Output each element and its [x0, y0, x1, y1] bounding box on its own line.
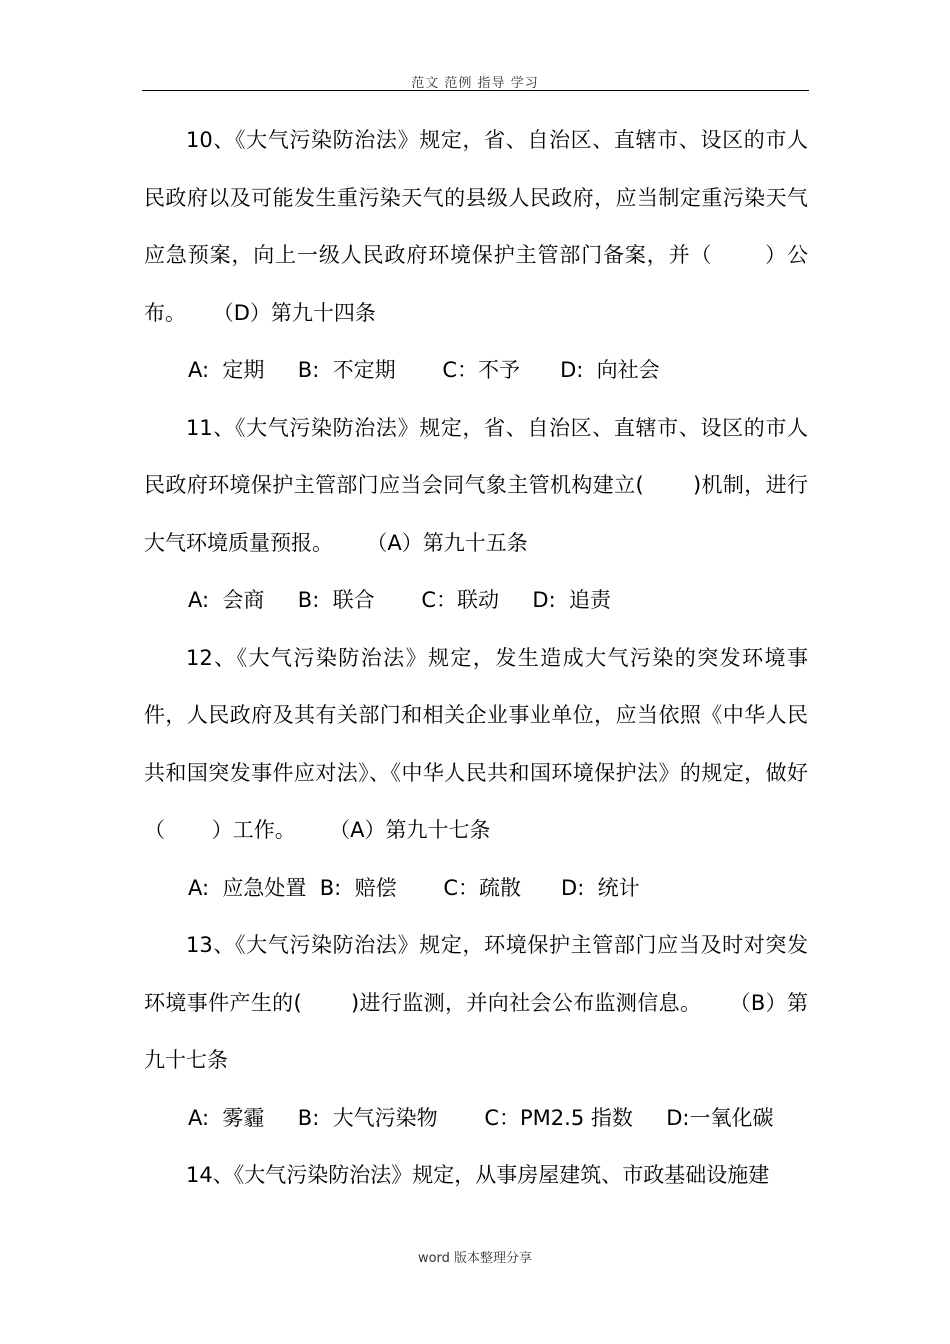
- page-header: 范文 范例 指导 学习: [411, 76, 539, 91]
- question-13-text: 13、《大气污染防治法》规定，环境保护主管部门应当及时对突发环境事件产生的( )进行监测，并向社会公布监测信息。 （B）第九十七条: [144, 933, 808, 1072]
- header-divider: [142, 90, 809, 91]
- question-11-options: A: 会商 B: 联合 C：联动 D: 追责: [188, 588, 611, 612]
- question-11-text: 11、《大气污染防治法》规定，省、自治区、直辖市、设区的市人民政府环境保护主管部门应当会同气象主管机构建立( )机制，进行大气环境质量预报。 （A）第九十五条: [144, 415, 808, 555]
- page-footer: word 版本整理分享: [417, 1251, 533, 1266]
- question-12-text: 12、《大气污染防治法》规定，发生造成大气污染的突发环境事件，人民政府及其有关部门和相关企业事业单位，应当依照《中华人民共和国突发事件应对法》、《中华人民共和国环境保护法》的规定，做好（ ）工作。 （A）第九十七条: [144, 645, 808, 842]
- document-body: [144, 112, 808, 1205]
- question-10-text: 10、《大气污染防治法》规定，省、自治区、直辖市、设区的市人民政府以及可能发生重污染天气的县级人民政府，应当制定重污染天气应急预案，向上一级人民政府环境保护主管部门备案，并（ ）公布。 （D）第九十四条: [144, 128, 808, 325]
- question-13-options: A: 雾霾 B: 大气污染物 C：PM2.5 指数 D:一氧化碳: [188, 1105, 774, 1130]
- question-10-options: A: 定期 B: 不定期 C：不予 D: 向社会: [188, 358, 660, 382]
- question-12-options: A: 应急处置 B: 赔偿 C：疏散 D: 统计: [188, 875, 640, 900]
- question-14-text: 14、《大气污染防治法》规定，从事房屋建筑、市政基础设施建: [186, 1163, 770, 1187]
